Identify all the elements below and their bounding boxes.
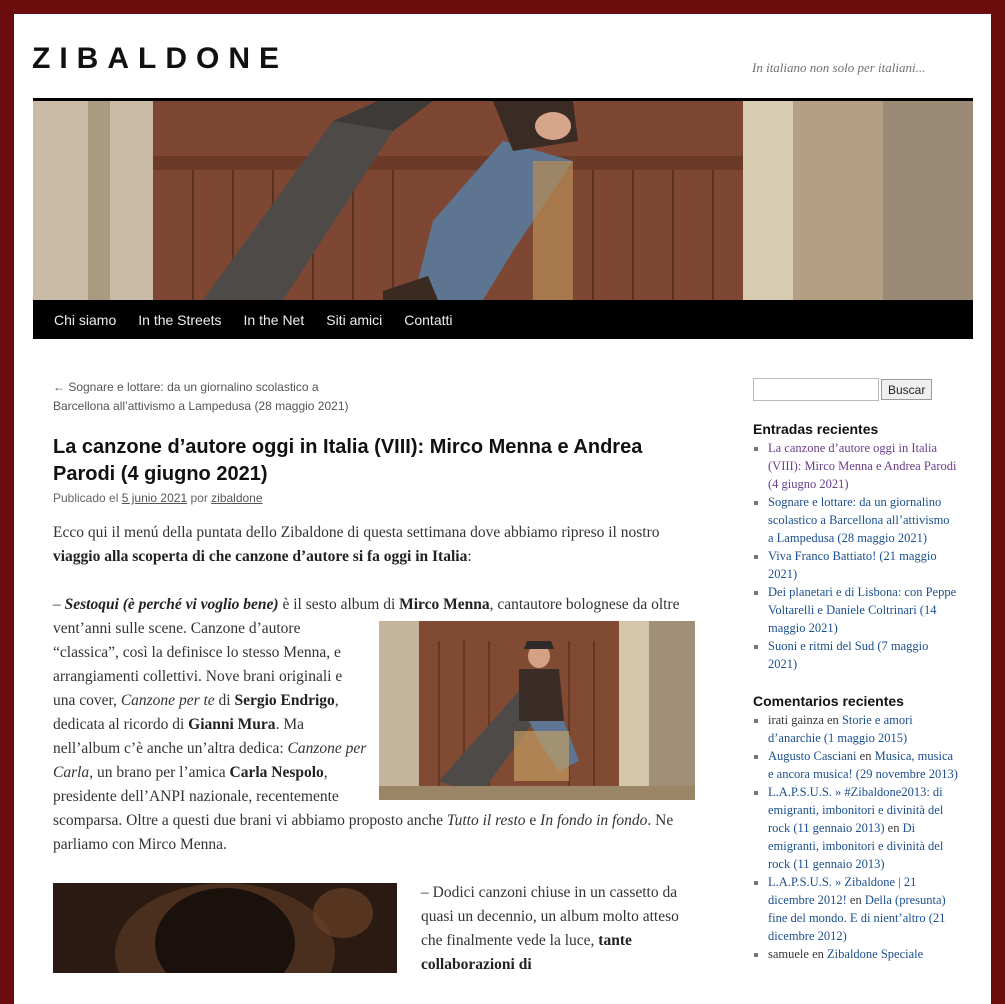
recent-posts-title: Entradas recientes xyxy=(753,421,879,437)
comment-author-link[interactable]: Augusto Casciani xyxy=(768,749,857,763)
nav-chi-siamo[interactable]: Chi siamo xyxy=(54,311,117,328)
comment-post-link[interactable]: Storie e amori d’anarchie (1 maggio 2015) xyxy=(768,713,913,745)
recent-post-link[interactable]: Viva Franco Battiato! (21 maggio 2021) xyxy=(768,549,937,581)
comment-post-link[interactable]: Di emigranti, imbonitori e divinità del rock (11 gennaio 2013) xyxy=(768,821,944,871)
comment-post-link[interactable]: Zibaldone Speciale xyxy=(827,947,924,961)
comment-on-label: en xyxy=(849,893,862,907)
comment-author: irati gainza xyxy=(768,713,824,727)
recent-post-item xyxy=(768,439,958,493)
recent-post-link[interactable]: Suoni e ritmi del Sud (7 maggio 2021) xyxy=(768,639,929,671)
search-form xyxy=(753,378,958,401)
page xyxy=(14,14,991,1004)
header-image xyxy=(33,101,973,300)
comment-author-link[interactable]: L.A.P.S.U.S. » Zibaldone | 21 dicembre 2012! xyxy=(768,875,917,907)
comment-on-label: en xyxy=(827,713,839,727)
nav-in-the-net[interactable]: In the Net xyxy=(243,311,305,328)
comment-post-link[interactable]: Della (presunta) fine del mondo. E di nient’altro (21 dicembre 2012) xyxy=(768,893,946,943)
post-title: La canzone d’autore oggi in Italia (VIII): Mirco Menna e Andrea Parodi (4 giugno 2021) xyxy=(53,436,643,485)
recent-post-item xyxy=(768,493,958,547)
recent-post-item xyxy=(768,583,958,637)
nav-contatti[interactable]: Contatti xyxy=(404,311,453,328)
comment-on-label: en xyxy=(887,821,900,835)
recent-comments-widget xyxy=(753,693,958,963)
andrea-parodi-photo xyxy=(53,883,397,973)
main-navigation xyxy=(33,300,973,339)
paragraph-andrea-parodi: – Dodici canzoni chiuse in un cassetto da quasi un decennio, un album molto atteso che finalmente vede la luce, tante collaborazioni di xyxy=(53,881,695,977)
site-description: In italiano non solo per italiani... xyxy=(752,60,926,75)
comment-on-label: en xyxy=(812,947,824,961)
published-label: Publicado el xyxy=(53,491,119,505)
recent-comment-item xyxy=(768,945,958,963)
post-meta xyxy=(53,491,263,505)
recent-comments-title: Comentarios recientes xyxy=(753,693,904,709)
post-author-link[interactable]: zibaldone xyxy=(211,491,263,505)
recent-post-link[interactable]: Sognare e lottare: da un giornalino scolastico a Barcellona all’attivismo a Lampedusa (28 maggio 2021) xyxy=(768,495,950,545)
recent-comment-item xyxy=(768,711,958,747)
comment-on-label: en xyxy=(859,749,872,763)
intro-paragraph: Ecco qui il menú della puntata dello Zibaldone di questa settimana dove abbiamo ripreso il nostro viaggio alla scoperta di che canzone d’autore si fa oggi in Italia: xyxy=(53,524,660,565)
mirco-menna-photo xyxy=(379,621,695,800)
recent-post-item xyxy=(768,547,958,583)
search-button[interactable]: Buscar xyxy=(881,379,932,400)
post-date-link[interactable]: 5 junio 2021 xyxy=(121,491,188,505)
site-title[interactable]: ZIBALDONE xyxy=(32,42,288,75)
nav-siti-amici[interactable]: Siti amici xyxy=(326,311,383,328)
search-input[interactable] xyxy=(753,378,879,401)
recent-posts-widget xyxy=(753,421,958,673)
recent-comment-item xyxy=(768,783,958,873)
sidebar xyxy=(753,378,958,963)
recent-post-item xyxy=(768,637,958,673)
paragraph-mirco-menna: – Sestoqui (è perché vi voglio bene) è il sesto album di Mirco Menna , cantautore bolognese da oltre vent’anni sulle scene. Canzone d’autore “classica”, così la definisce lo stesso Menna, e arrangiamenti collettivi. Nove brani originali e una cover, Canzone per te di Sergio Endrigo, dedicata al ricordo di Gianni Mura. Ma nell’album c’è anche un’altra dedica: Canzone per Carla, un brano per l’amica Carla Nespolo, presidente dell’ANPI nazionale, recentemente scomparsa. Oltre a questi due brani vi abbiamo proposto anche Tutto il resto e In fondo in fondo. Ne parliamo con Mirco Menna. xyxy=(53,593,695,857)
comment-post-link[interactable]: Musica, musica e ancora musica! (29 novembre 2013) xyxy=(768,749,958,781)
post-content xyxy=(53,521,695,1001)
previous-post-link[interactable]: ← Sognare e lottare: da un giornalino scolastico a Barcellona all’attivismo a Lampedusa (28 maggio 2021) xyxy=(53,380,349,413)
recent-comment-item xyxy=(768,873,958,945)
nav-in-the-streets[interactable]: In the Streets xyxy=(138,311,222,328)
by-label: por xyxy=(190,491,208,505)
header-photo-graphic xyxy=(33,101,973,300)
recent-comment-item xyxy=(768,747,958,783)
recent-post-link[interactable]: Dei planetari e di Lisbona: con Peppe Voltarelli e Daniele Coltrinari (14 maggio 2021) xyxy=(768,585,957,635)
recent-post-link[interactable]: La canzone d’autore oggi in Italia (VIII): Mirco Menna e Andrea Parodi (4 giugno 2021) xyxy=(768,441,957,491)
comment-author: samuele xyxy=(768,947,809,961)
comment-author-link[interactable]: L.A.P.S.U.S. » #Zibaldone2013: di emigranti, imbonitori e divinità del rock (11 gennaio 2013) xyxy=(768,785,944,835)
